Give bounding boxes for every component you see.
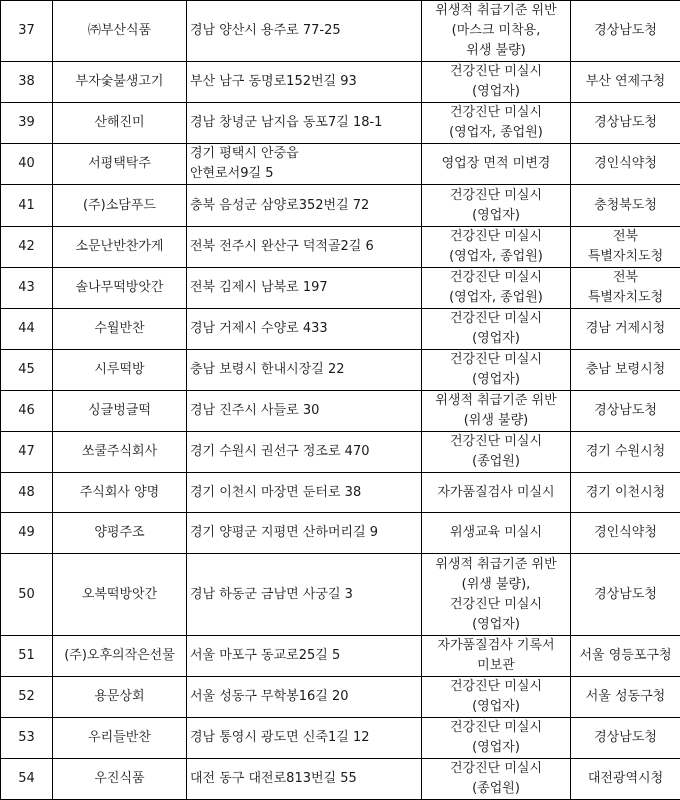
table-row	[1, 350, 680, 391]
cell-violation-line: 위생 불량)	[424, 41, 568, 61]
cell-address-line: 서울 마포구 동교로25길 5	[190, 646, 419, 666]
cell-violation-line: 위생적 취급기준 위반	[424, 391, 568, 411]
cell-violation	[422, 62, 571, 103]
table-row	[1, 227, 680, 268]
cell-business-name-line: 산해진미	[55, 113, 184, 133]
cell-address	[187, 432, 422, 473]
cell-address-line: 경남 거제시 수양로 433	[190, 319, 419, 339]
cell-business-name-line: ㈜부산식품	[55, 21, 184, 41]
table-row	[1, 268, 680, 309]
cell-number: 51	[1, 636, 53, 677]
cell-violation-line: (영업자)	[424, 370, 568, 390]
cell-business-name-line: 싱글벙글떡	[55, 401, 184, 421]
cell-address	[187, 185, 422, 227]
cell-agency	[571, 718, 680, 759]
cell-business-name-line: (주)오후의작은선물	[55, 646, 184, 666]
table-row	[1, 473, 680, 513]
table-row	[1, 144, 680, 185]
cell-business-name	[53, 513, 187, 554]
table-row	[1, 185, 680, 227]
cell-address	[187, 103, 422, 144]
cell-violation-line: (영업자)	[424, 697, 568, 717]
cell-number: 41	[1, 185, 53, 227]
cell-violation	[422, 103, 571, 144]
cell-address	[187, 227, 422, 268]
cell-agency-line: 경상남도청	[573, 401, 678, 421]
cell-violation-line: 건강진단 미실시	[424, 677, 568, 697]
cell-business-name	[53, 473, 187, 513]
cell-number: 54	[1, 759, 53, 800]
cell-address	[187, 473, 422, 513]
cell-violation	[422, 350, 571, 391]
cell-violation	[422, 268, 571, 309]
cell-number: 43	[1, 268, 53, 309]
cell-address-line: 서울 성동구 무학봉16길 20	[190, 687, 419, 707]
cell-violation-line: 건강진단 미실시	[424, 227, 568, 247]
cell-agency	[571, 636, 680, 677]
cell-address-line: 안현로서9길 5	[190, 164, 419, 184]
cell-agency	[571, 227, 680, 268]
cell-number: 39	[1, 103, 53, 144]
cell-business-name-line: 우리들반찬	[55, 728, 184, 748]
cell-business-name	[53, 391, 187, 432]
cell-violation-line: (종업원)	[424, 452, 568, 472]
cell-violation-line: 건강진단 미실시	[424, 718, 568, 738]
cell-violation	[422, 554, 571, 636]
cell-business-name-line: 우진식품	[55, 769, 184, 789]
cell-business-name	[53, 227, 187, 268]
cell-agency	[571, 185, 680, 227]
cell-violation-line: 자가품질검사 기록서	[424, 636, 568, 656]
cell-violation	[422, 677, 571, 718]
cell-violation	[422, 227, 571, 268]
cell-address	[187, 513, 422, 554]
cell-number: 38	[1, 62, 53, 103]
cell-agency	[571, 677, 680, 718]
cell-violation-line: 위생적 취급기준 위반	[424, 555, 568, 575]
cell-number: 50	[1, 554, 53, 636]
cell-address-line: 충남 보령시 한내시장길 22	[190, 360, 419, 380]
cell-number: 37	[1, 1, 53, 62]
table-row	[1, 554, 680, 636]
cell-agency-line: 경인식약청	[573, 523, 678, 543]
cell-address	[187, 62, 422, 103]
cell-business-name-line: 쏘쿨주식회사	[55, 442, 184, 462]
cell-address-line: 부산 남구 동명로152번길 93	[190, 72, 419, 92]
cell-business-name-line: 시루떡방	[55, 360, 184, 380]
cell-violation-line: 건강진단 미실시	[424, 759, 568, 779]
cell-violation	[422, 759, 571, 800]
cell-business-name	[53, 185, 187, 227]
cell-violation	[422, 473, 571, 513]
cell-agency-line: 특별자치도청	[573, 247, 678, 267]
cell-number: 46	[1, 391, 53, 432]
cell-number: 53	[1, 718, 53, 759]
cell-violation-line: 건강진단 미실시	[424, 186, 568, 206]
cell-violation-line: (영업자, 종업원)	[424, 247, 568, 267]
cell-violation-line: (종업원)	[424, 779, 568, 799]
cell-address	[187, 554, 422, 636]
cell-address-line: 대전 동구 대전로813번길 55	[190, 769, 419, 789]
cell-number: 47	[1, 432, 53, 473]
cell-address	[187, 391, 422, 432]
cell-agency	[571, 309, 680, 350]
cell-violation	[422, 144, 571, 185]
cell-violation-line: (영업자)	[424, 738, 568, 758]
cell-violation-line: (영업자)	[424, 82, 568, 102]
cell-business-name-line: 서평택탁주	[55, 154, 184, 174]
cell-violation-line: 위생교육 미실시	[424, 523, 568, 543]
cell-number: 49	[1, 513, 53, 554]
cell-address-line: 전북 김제시 남북로 197	[190, 278, 419, 298]
cell-address	[187, 350, 422, 391]
table-row	[1, 103, 680, 144]
cell-agency	[571, 268, 680, 309]
cell-business-name-line: 솔나무떡방앗간	[55, 278, 184, 298]
cell-business-name	[53, 677, 187, 718]
cell-number: 45	[1, 350, 53, 391]
cell-business-name	[53, 1, 187, 62]
cell-violation-line: 영업장 면적 미변경	[424, 154, 568, 174]
cell-address-line: 경기 수원시 권선구 정조로 470	[190, 442, 419, 462]
cell-violation-line: 건강진단 미실시	[424, 595, 568, 615]
cell-violation-line: 미보관	[424, 656, 568, 676]
cell-agency-line: 서울 성동구청	[573, 687, 678, 707]
cell-agency	[571, 350, 680, 391]
cell-violation-line: 자가품질검사 미실시	[424, 483, 568, 503]
cell-number: 42	[1, 227, 53, 268]
table-row	[1, 62, 680, 103]
cell-business-name	[53, 62, 187, 103]
cell-violation-line: (영업자, 종업원)	[424, 123, 568, 143]
cell-business-name	[53, 554, 187, 636]
cell-business-name-line: 수월반찬	[55, 319, 184, 339]
cell-violation	[422, 185, 571, 227]
cell-business-name-line: 오복떡방앗간	[55, 585, 184, 605]
cell-agency-line: 경기 수원시청	[573, 442, 678, 462]
cell-agency-line: 충청북도청	[573, 196, 678, 216]
table-row	[1, 1, 680, 62]
table-row	[1, 759, 680, 800]
cell-agency-line: 경상남도청	[573, 585, 678, 605]
cell-address-line: 전북 전주시 완산구 덕적골2길 6	[190, 237, 419, 257]
cell-agency-line: 전북	[573, 268, 678, 288]
cell-business-name-line: 주식회사 양명	[55, 483, 184, 503]
cell-violation-line: (영업자)	[424, 206, 568, 226]
cell-address-line: 경기 양평군 지평면 산하머리길 9	[190, 523, 419, 543]
cell-violation-line: (영업자, 종업원)	[424, 288, 568, 308]
cell-number: 52	[1, 677, 53, 718]
cell-business-name	[53, 103, 187, 144]
cell-address	[187, 268, 422, 309]
cell-business-name	[53, 636, 187, 677]
cell-agency-line: 특별자치도청	[573, 288, 678, 308]
cell-address	[187, 309, 422, 350]
cell-business-name	[53, 350, 187, 391]
table-row	[1, 309, 680, 350]
cell-address-line: 경남 양산시 용주로 77-25	[190, 21, 419, 41]
cell-violation-line: 건강진단 미실시	[424, 309, 568, 329]
table-row	[1, 677, 680, 718]
cell-agency	[571, 513, 680, 554]
cell-agency-line: 경기 이천시청	[573, 483, 678, 503]
table-row	[1, 718, 680, 759]
cell-agency	[571, 103, 680, 144]
cell-agency-line: 경남 거제시청	[573, 319, 678, 339]
table-body	[1, 1, 680, 800]
cell-address-line: 충북 음성군 삼양로352번길 72	[190, 196, 419, 216]
cell-agency	[571, 391, 680, 432]
cell-violation-line: (영업자)	[424, 329, 568, 349]
cell-agency-line: 부산 연제구청	[573, 72, 678, 92]
cell-agency	[571, 432, 680, 473]
cell-violation	[422, 391, 571, 432]
cell-address-line: 경기 평택시 안중읍	[190, 144, 419, 164]
cell-agency-line: 경상남도청	[573, 113, 678, 133]
cell-violation	[422, 309, 571, 350]
cell-agency	[571, 554, 680, 636]
cell-business-name-line: 소문난반찬가게	[55, 237, 184, 257]
table-row	[1, 513, 680, 554]
cell-address	[187, 718, 422, 759]
table-row	[1, 432, 680, 473]
cell-business-name-line: 양평주조	[55, 523, 184, 543]
cell-business-name	[53, 432, 187, 473]
cell-agency	[571, 759, 680, 800]
cell-agency-line: 대전광역시청	[573, 769, 678, 789]
cell-agency-line: 충남 보령시청	[573, 360, 678, 380]
cell-address-line: 경남 창녕군 남지읍 동포7길 18-1	[190, 113, 419, 133]
cell-business-name	[53, 718, 187, 759]
cell-address	[187, 636, 422, 677]
cell-agency-line: 전북	[573, 227, 678, 247]
cell-agency	[571, 473, 680, 513]
cell-violation	[422, 718, 571, 759]
cell-violation-line: (영업자)	[424, 615, 568, 635]
cell-business-name	[53, 268, 187, 309]
cell-agency-line: 경인식약청	[573, 154, 678, 174]
cell-business-name	[53, 144, 187, 185]
cell-violation-line: 건강진단 미실시	[424, 103, 568, 123]
cell-address-line: 경남 진주시 사들로 30	[190, 401, 419, 421]
cell-number: 40	[1, 144, 53, 185]
cell-agency	[571, 1, 680, 62]
cell-business-name	[53, 309, 187, 350]
cell-address-line: 경남 통영시 광도면 신죽1길 12	[190, 728, 419, 748]
cell-agency-line: 서울 영등포구청	[573, 646, 678, 666]
cell-business-name-line: (주)소담푸드	[55, 196, 184, 216]
cell-address	[187, 144, 422, 185]
cell-violation	[422, 1, 571, 62]
cell-business-name-line: 용문상회	[55, 687, 184, 707]
cell-business-name-line: 부자숯불생고기	[55, 72, 184, 92]
cell-violation-line: (위생 불량),	[424, 575, 568, 595]
cell-business-name	[53, 759, 187, 800]
cell-agency	[571, 144, 680, 185]
table-row	[1, 636, 680, 677]
cell-violation-line: 건강진단 미실시	[424, 268, 568, 288]
cell-address-line: 경기 이천시 마장면 둔터로 38	[190, 483, 419, 503]
cell-violation-line: 건강진단 미실시	[424, 62, 568, 82]
cell-violation	[422, 636, 571, 677]
table-row	[1, 391, 680, 432]
cell-number: 44	[1, 309, 53, 350]
cell-agency	[571, 62, 680, 103]
cell-violation-line: (마스크 미착용,	[424, 21, 568, 41]
cell-address	[187, 1, 422, 62]
cell-violation-line: 건강진단 미실시	[424, 432, 568, 452]
cell-violation	[422, 432, 571, 473]
cell-address	[187, 677, 422, 718]
cell-address-line: 경남 하동군 금남면 사궁길 3	[190, 585, 419, 605]
cell-violation-line: 위생적 취급기준 위반	[424, 1, 568, 21]
cell-agency-line: 경상남도청	[573, 728, 678, 748]
cell-violation-line: (위생 불량)	[424, 411, 568, 431]
cell-agency-line: 경상남도청	[573, 21, 678, 41]
cell-violation-line: 건강진단 미실시	[424, 350, 568, 370]
cell-number: 48	[1, 473, 53, 513]
cell-address	[187, 759, 422, 800]
cell-violation	[422, 513, 571, 554]
